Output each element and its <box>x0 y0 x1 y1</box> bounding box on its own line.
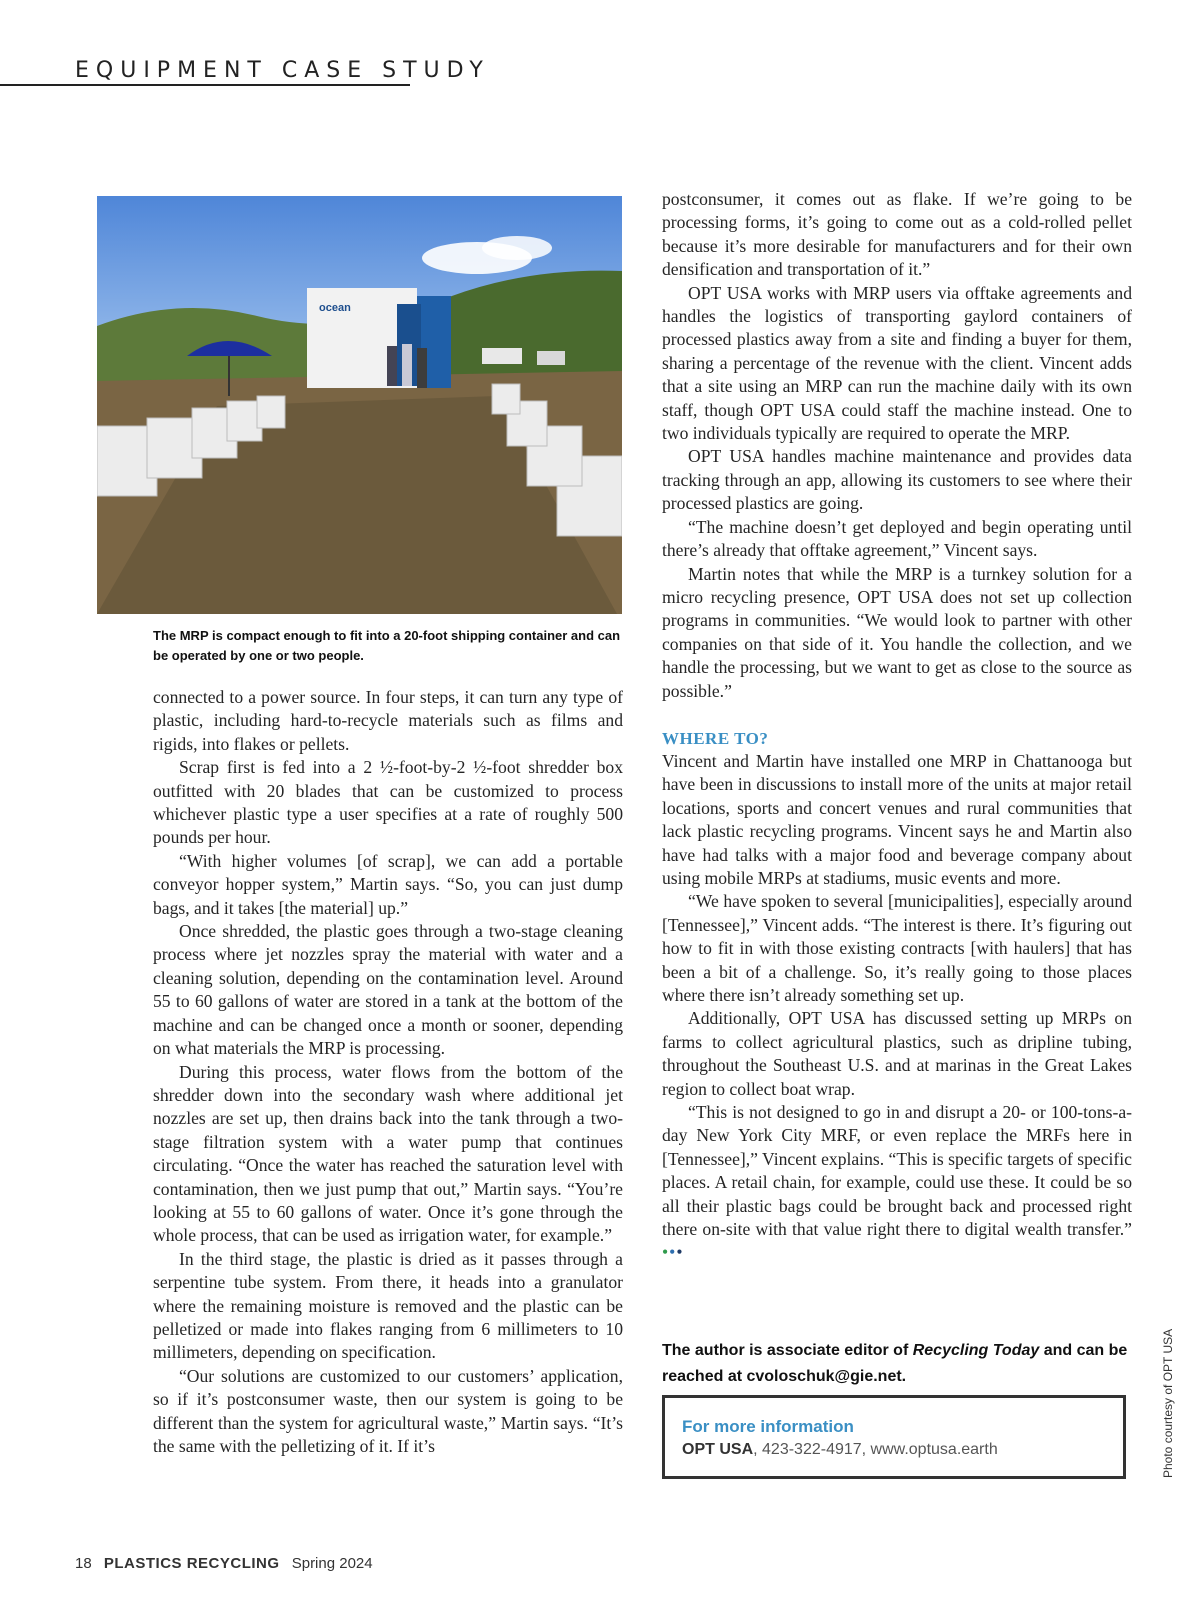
info-box-company: OPT USA <box>682 1441 754 1458</box>
photo-caption: The MRP is compact enough to fit into a 20-foot shipping container and can be operated by one or two people. <box>153 628 621 663</box>
bio-prefix: The author is associate editor of <box>662 1342 913 1359</box>
paragraph <box>662 1101 1132 1265</box>
container-logo: ocean <box>319 302 351 314</box>
paragraph: Vincent and Martin have installed one MRP in Chattanooga but have been in discussions to install more of the units at major retail locations, sports and concert venues and rural communities that lack plastic recycling programs. Vincent says he and Martin also have had talks with a major food and beverage company about using mobile MRPs at stadiums, music events and more. <box>662 750 1132 888</box>
more-info-box <box>662 1395 1126 1479</box>
paragraph: Once shredded, the plastic goes through a two-stage cleaning process where jet nozzles spray the material with water and a cleaning solution, depending on the contamination level. Around 55 to 60 gallons of water are stored in a tank at the bottom of the machine and can be changed once a month or sooner, depending on what materials the MRP is processing. <box>153 921 623 1059</box>
info-box-title: For more information <box>682 1417 854 1436</box>
paragraph: OPT USA works with MRP users via offtake agreements and handles the logistics of transporting gaylord containers of processed plastics away from a site and finding a buyer for them, sharing a percentage of the revenue with the client. Vincent adds that a site using an MRP can run the machine daily with its own staff, though OPT USA could staff the machine instead. One to two individuals typically are required to operate the MRP. <box>662 282 1132 444</box>
page-footer <box>75 1555 373 1572</box>
paragraph: During this process, water flows from the bottom of the shredder down into the secondary wash where additional jet nozzles are set up, then drains back into the tank through a two-stage filtration system with a water pump that continues circulating. “Once the water has reached the saturation level with contamination, then we just pump that out,” Martin says. “You’re looking at 55 to 60 gallons of water. Once it’s gone through the whole process, that can be used as irrigation water, for example.” <box>153 1061 623 1246</box>
page-number: 18 <box>75 1555 92 1572</box>
paragraph: “With higher volumes [of scrap], we can add a portable conveyor hopper system,” Martin says. “So, you can just dump bags, and it takes [the material] up.” <box>153 850 623 918</box>
photo-credit: Photo courtesy of OPT USA <box>1161 1328 1175 1478</box>
paragraph: postconsumer, it comes out as flake. If we’re going to be processing forms, it’s going to come out as a cold-rolled pellet because it’s more desirable for manufacturers and for their own densification and transportation of it.” <box>662 189 1132 280</box>
paragraph: Additionally, OPT USA has discussed setting up MRPs on farms to collect agricultural plastics, such as dripline tubing, throughout the Southeast U.S. and at marinas in the Great Lakes region to collect boat wrap. <box>662 1008 1132 1099</box>
paragraph: Scrap first is fed into a 2 ½-foot-by-2 ½-foot shredder box outfitted with 20 blades that can be customized to process whichever plastic type a user specifies at a rate of roughly 500 pounds per hour. <box>153 757 623 848</box>
info-box-details: , 423-322-4917, www.optusa.earth <box>753 1441 998 1458</box>
paragraph: “Our solutions are customized to our customers’ application, so if it’s postconsumer waste, then our system is going to be different than the system for agricultural waste,” Martin says. “It’s the same with the pelletizing of it. If it’s <box>153 1365 623 1456</box>
section-label: EQUIPMENT CASE STUDY <box>75 58 490 83</box>
issue-date: Spring 2024 <box>291 1555 373 1572</box>
end-mark-icon: ••• <box>662 1242 684 1263</box>
bio-suffix: and can be reached at cvoloschuk@gie.net. <box>662 1342 1128 1385</box>
section-subhead: WHERE TO? <box>662 728 769 748</box>
magazine-name: PLASTICS RECYCLING <box>103 1555 280 1572</box>
paragraph: “We have spoken to several [municipalities], especially around [Tennessee],” Vincent adds. “The interest is there. It’s figuring out how to fit in with those existing contracts [with haulers] that has been a bit of a challenge. So, it’s really going to those places where there isn’t already something set up. <box>662 891 1132 1005</box>
paragraph: In the third stage, the plastic is dried as it passes through a serpentine tube system. From there, it heads into a granulator where the remaining moisture is removed and the plastic can be pelletized or made into flakes ranging from 6 millimeters to 10 millimeters, depending on specification. <box>153 1248 623 1363</box>
article-photo <box>97 196 622 614</box>
paragraph: OPT USA handles machine maintenance and provides data tracking through an app, allowing its customers to see where their processed plastics are going. <box>662 446 1132 514</box>
photo-illustration <box>97 196 622 614</box>
left-column <box>153 686 623 1458</box>
info-box-contact <box>682 1438 1123 1462</box>
paragraph: connected to a power source. In four steps, it can turn any type of plastic, including hard-to-recycle materials such as films and rigids, into flakes or pellets. <box>153 687 623 754</box>
paragraph: “The machine doesn’t get deployed and begin operating until there’s already that offtake agreement,” Vincent says. <box>662 516 1132 561</box>
author-bio <box>662 1338 1132 1390</box>
paragraph-text: “This is not designed to go in and disrupt a 20- or 100-tons-a-day New York City MRF, or even replace the MRFs here in [Tennessee],” Vincent explains. “This is specific targets of specific places. A retail chain, for example, could use these. It could be so all their plastic bags could be brought back and processed right there on-site with that value right there to digital wealth transfer.” <box>662 1102 1132 1240</box>
paragraph: Martin notes that while the MRP is a turnkey solution for a micro recycling presence, OPT USA does not set up collection programs in communities. “We would look to partner with other companies on that side of it. You handle the collection, and we handle the processing, but we want to get as close to the source as possible.” <box>662 563 1132 701</box>
header-rule <box>0 84 410 86</box>
right-column <box>662 188 1132 1265</box>
bio-publication: Recycling Today <box>912 1342 1040 1359</box>
